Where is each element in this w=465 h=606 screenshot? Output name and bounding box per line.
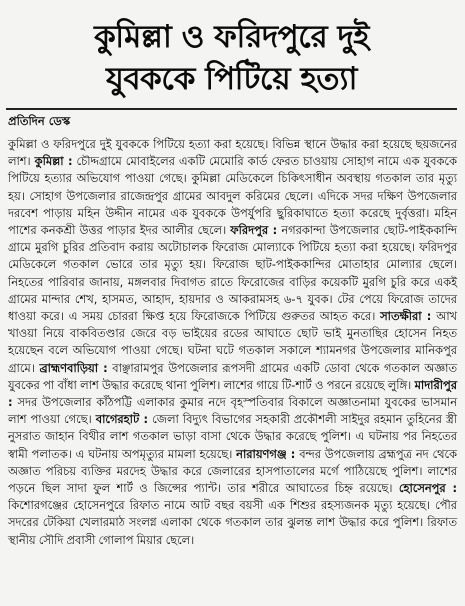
- narayanganj-text: বন্দর উপজেলায় ব্রহ্মপুত্র নদ থেকে অজ্ঞাত পরিচয় ব্যক্তির মরদেহ উদ্ধার করে জেলারের হাসপাতালের মর্গে পাঠিয়েছে পুলিশ। লাশের পড়নে ছিল সাদা ফুল শার্ট ও জিন্সের প্যান্ট। তার শরীরে আঘাতের চিহ্ন রয়েছে।: [8, 446, 457, 496]
- intro-text: কুমিল্লা ও ফরিদপুরে দুই যুবককে পিটিয়ে হত্যা করা হয়েছে। বিভিন্ন স্থানে উদ্ধার করা হয়েছে ছয়জনের লাশ।: [8, 137, 457, 169]
- headline-line-2: যুবককে পিটিয়ে হত্যা: [106, 61, 357, 97]
- location-faridpur: ফরিদপুর :: [230, 223, 278, 238]
- headline: [6, 16, 457, 100]
- location-narayanganj: নারায়ণগঞ্জ :: [236, 446, 296, 461]
- location-comilla: কুমিল্লা :: [34, 154, 73, 169]
- faridpur-text: নগরকান্দা উপজেলার ছোট-পাইককান্দি গ্রামে মুরগি চুরির প্রতিবাদ করায় অটোচালক ফিরোজ মোল্যাকে পিটিয়ে হত্যা করা হয়েছে। ফরিদপুর মেডিকেলে গতকাল ভোরে তার মৃত্যু হয়। ফিরোজ ছাট-পাইককান্দির মোতাহার মোল্যার ছেলে। নিহতের পারিবার জানায়, মঙ্গলবার দিবাগত রাতে ফিরোজের বাড়ির কয়েকটি মুরগি চুরি করে একই গ্রামের মান্দার শেখ, হাসমত, আহাদ, হায়দার ও আকরামসহ ৬-৭ যুবক। টের পেয়ে ফিরোজ তাদের ধাওয়া করে। এ সময় চোররা ক্ষিপ্ত হয়ে ফিরোজকে পিটিয়ে গুরুতর আহত করে।: [8, 223, 457, 324]
- headline-rule: [6, 108, 457, 110]
- location-hosenpur: হোসেনপুর :: [398, 481, 458, 496]
- dateline: প্রতিদিন ডেস্ক: [8, 114, 71, 128]
- location-madaripur: মাদারীপুর :: [8, 377, 457, 410]
- comilla-text: চৌদ্দগ্রামে মোবাইলের একটি মেমোরি কার্ড ফেরত চাওয়ায় সোহাগ নামে এক যুবককে পিটিয়ে হত্যার অভিযোগ পাওয়া গেছে। কুমিল্লা মেডিকেলে চিকিৎসাধীন অবস্থায় গতকাল তার মৃত্যু হয়। সোহাগ উপজেলার রাজেন্দ্রপুর গ্রামের আবদুল করিমের ছেলে। এদিকে সদর দক্ষিণ উপজেলার দরবেশ পাড়ায় মহিন উদ্দীন নামের এক যুবককে উপর্যুপরি ছুরিকাঘাতে হত্যা করেছে দুর্বৃত্তরা। মহিন পাশের কনকশ্রী উত্তর পাড়ার ইদর আলীর ছেলে।: [8, 154, 457, 238]
- headline-line-1: কুমিল্লা ও ফরিদপুরে দুই: [94, 19, 369, 55]
- brahmanbaria-text: বাঞ্ছারামপুর উপজেলার রূপসদী গ্রামের একটি ডোবা থেকে গতকাল অজ্ঞাত যুবকের পা বাঁধা লাশ উদ্ধার করেছে থানা পুলিশ। লাশের গায়ে টি-শার্ট ও পরনে রয়েছে লুঙ্গি।: [8, 360, 457, 392]
- satkhira-text: আখ খাওয়া নিয়ে বাকবিতণ্ডার জেরে বড় ভাইয়ের রডের আঘাতে ছোট ভাই মুনতাছির হোসেন নিহত হয়েছেন বলে অভিযোগ পাওয়া গেছে। ঘটনা ঘটে গতকাল সকালে শ্যামনগর উপজেলার মানিকপুর গ্রামে।: [8, 309, 458, 375]
- madaripur-text: সদর উপজেলার কাঁঠপট্টি এলাকার কুমার নদে বৃহস্পতিবার বিকালে অজ্ঞাতনামা যুবকের ভাসমান লাশ পাওয়া গেছে।: [8, 395, 458, 427]
- hosenpur-text: কিশোরগঞ্জের হোসেনপুরে রিফাত নামে আট বছর বয়সী এক শিশুর রহস্যজনক মৃত্যু হয়েছে। পৌর সদরের টেকিয়া খেলারমাঠ সংলগ্ন এলাকা থেকে গতকাল তার ঝুলন্ত লাশ উদ্ধার করে পুলিশ। রিফাত স্থানীয় সৌদি প্রবাসী গোলাপ মিয়ার ছেলে।: [8, 498, 457, 547]
- article-body: [8, 136, 457, 549]
- bagerhat-text: জেলা বিদ্যুৎ বিভাগের সহকারী প্রকৌশলী সাইদুর রহমান তুহিনের স্ত্রী নুসরাত জাহান বিথীর লাশ গতকাল ভাড়া বাসা থেকে উদ্ধার করেছে পুলিশ। এ ঘটনায় পর নিহতের স্বামী পলাতক। এ ঘটনায় অপমৃত্যুর মামলা হয়েছে।: [8, 412, 458, 461]
- location-satkhira: সাতক্ষীরা :: [380, 309, 432, 324]
- location-brahmanbaria: ব্রাহ্মণবাড়িয়া :: [39, 360, 108, 375]
- location-bagerhat: বাগেরহাট :: [95, 412, 149, 427]
